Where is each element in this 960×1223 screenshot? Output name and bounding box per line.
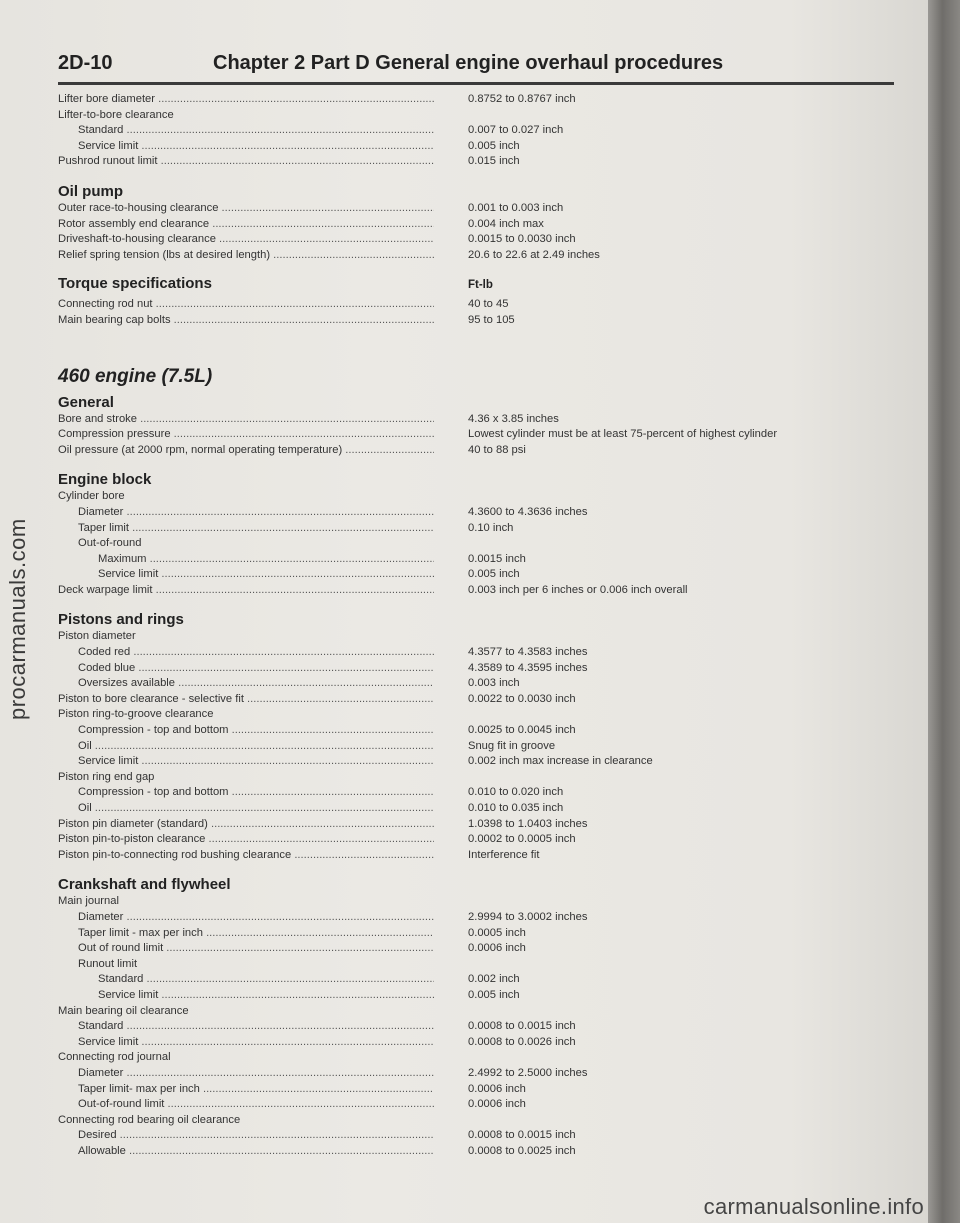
spec-label: Bore and stroke ..... [58,412,434,428]
spec-value: 0.0008 to 0.0026 inch [468,1035,576,1048]
spec-label: Compression pressure ..... [58,427,434,443]
spec-label: Standard ..... [58,972,434,988]
spec-label: Diameter ..... [58,910,434,926]
spec-row [58,1113,898,1129]
spec-value: 1.0398 to 1.0403 inches [468,817,588,830]
spec-value: Lowest cylinder must be at least 75-percent of highest cylinder [468,428,778,441]
spec-row [58,676,898,692]
spec-row [58,754,898,770]
spec-label: Runout limit [78,957,138,970]
spec-row [58,1035,898,1051]
spec-row [58,1144,898,1160]
spec-label: Taper limit - max per inch ..... [58,926,434,942]
spec-row [58,443,898,459]
spec-label: Diameter ..... [58,505,434,521]
spec-label: Service limit ..... [58,139,434,155]
chapter-title: Chapter 2 Part D General engine overhaul procedures [213,52,724,74]
spec-value: 0.0006 inch [468,942,526,955]
spec-label: Service limit ..... [58,1035,434,1051]
spec-row [58,1004,898,1020]
oil-pump-specs [58,201,898,263]
spec-label: Connecting rod journal [58,1051,171,1064]
section-heading-crankshaft: Crankshaft and flywheel [58,876,231,894]
torque-specs [58,297,898,328]
spec-value: 0.005 inch [468,568,520,581]
spec-label: Piston diameter [58,630,136,643]
spec-label: Allowable ..... [58,1144,434,1160]
spec-value: 0.002 inch [468,973,520,986]
spec-label: Outer race-to-housing clearance ..... [58,201,434,217]
spec-value: 0.0002 to 0.0005 inch [468,833,576,846]
spec-label: Rotor assembly end clearance ..... [58,217,434,233]
spec-label: Coded red ..... [58,645,434,661]
spec-row [58,957,898,973]
spec-label: Main bearing cap bolts ..... [58,313,434,329]
spec-value: 0.0006 inch [468,1098,526,1111]
spec-row [58,926,898,942]
spec-value: Interference fit [468,848,540,861]
spec-row [58,972,898,988]
spec-label: Cylinder bore [58,490,125,503]
spec-row [58,1097,898,1113]
spec-row [58,832,898,848]
spec-label: Pushrod runout limit ..... [58,154,434,170]
spec-label: Deck warpage limit ..... [58,583,434,599]
spec-label: Coded blue ..... [58,661,434,677]
engine-block-specs [58,489,898,598]
spec-value: 0.005 inch [468,139,520,152]
bottom-watermark: carmanualsonline.info [703,1194,924,1219]
spec-label: Piston ring end gap [58,770,155,783]
spec-value: 0.0005 inch [468,926,526,939]
spec-label: Oil pressure (at 2000 rpm, normal operating temperature) ..... [58,443,434,459]
crankshaft-specs [58,894,898,1159]
spec-row [58,645,898,661]
spec-label: Service limit ..... [58,754,434,770]
spec-content [58,92,898,1159]
torque-heading-text: Torque specifications [58,275,212,293]
page-number: 2D-10 [58,52,113,74]
spec-row [58,217,898,233]
section-heading-torque [58,274,898,293]
spec-row [58,723,898,739]
spec-label: Main bearing oil clearance [58,1004,189,1017]
spec-value: 20.6 to 22.6 at 2.49 inches [468,248,600,261]
spec-row [58,313,898,329]
spec-row [58,910,898,926]
spec-row [58,297,898,313]
spec-row [58,1050,898,1066]
spec-value: 40 to 45 [468,298,509,311]
spec-label: Compression - top and bottom ..... [58,723,434,739]
spec-value: 40 to 88 psi [468,443,526,456]
spec-label: Service limit ..... [58,988,434,1004]
spec-row [58,848,898,864]
spec-value: 0.0008 to 0.0015 inch [468,1020,576,1033]
pistons-specs [58,629,898,863]
spec-label: Piston to bore clearance - selective fit ..... [58,692,434,708]
spec-label: Lifter bore diameter ..... [58,92,434,108]
spec-label: Compression - top and bottom ..... [58,785,434,801]
spec-value: 0.0008 to 0.0025 inch [468,1144,576,1157]
spec-label: Piston pin-to-connecting rod bushing clearance ..... [58,848,434,864]
spec-label: Taper limit- max per inch ..... [58,1082,434,1098]
spec-row [58,692,898,708]
spec-label: Maximum ..... [58,552,434,568]
section-heading-oil-pump: Oil pump [58,182,123,200]
spec-row [58,505,898,521]
spec-value: 2.9994 to 3.0002 inches [468,910,588,923]
spec-value: 0.0015 inch [468,552,526,565]
spec-row [58,108,898,124]
spec-value: 4.3600 to 4.3636 inches [468,505,588,518]
spec-row [58,248,898,264]
spec-value: 4.3577 to 4.3583 inches [468,646,588,659]
spec-row [58,427,898,443]
spec-label: Out of round limit ..... [58,941,434,957]
spec-row [58,988,898,1004]
page-header [58,52,894,85]
spec-row [58,154,898,170]
spec-value: 0.010 to 0.020 inch [468,786,564,799]
engine-title: 460 engine (7.5L) [58,365,213,387]
spec-value: 0.8752 to 0.8767 inch [468,93,576,105]
general-specs [58,412,898,459]
spec-label: Connecting rod bearing oil clearance [58,1113,241,1126]
spec-value: 0.004 inch max [468,217,544,230]
spec-value: 2.4992 to 2.5000 inches [468,1066,588,1079]
spec-value: 0.010 to 0.035 inch [468,802,564,814]
section-heading-pistons: Pistons and rings [58,611,184,629]
spec-row [58,1019,898,1035]
spec-label: Service limit ..... [58,567,434,583]
spec-label: Oil ..... [58,739,434,755]
spec-value: 0.002 inch max increase in clearance [468,755,653,768]
spec-row [58,707,898,723]
spec-row [58,412,898,428]
spec-label: Diameter ..... [58,1066,434,1082]
spec-row [58,583,898,599]
spec-row [58,785,898,801]
spec-value: 0.0022 to 0.0030 inch [468,692,576,705]
spec-value: 4.3589 to 4.3595 inches [468,661,588,674]
spec-row [58,770,898,786]
spec-value: 0.015 inch [468,155,520,168]
spec-label: Taper limit ..... [58,521,434,537]
spec-label: Piston pin diameter (standard) ..... [58,817,434,833]
spec-row [58,1066,898,1082]
spec-row [58,629,898,645]
section-heading-engine-block: Engine block [58,471,152,489]
spec-label: Main journal [58,895,119,908]
spec-row [58,1082,898,1098]
spec-label: Relief spring tension (lbs at desired length) ..... [58,248,434,264]
spec-label: Lifter-to-bore clearance [58,108,174,121]
torque-unit: Ft-lb [468,279,493,292]
spec-row [58,92,898,108]
book-binding-edge [928,0,960,1223]
spec-row [58,567,898,583]
spec-value: 0.003 inch [468,677,520,690]
spec-row [58,201,898,217]
section-heading-general: General [58,393,114,411]
spec-value: 0.001 to 0.003 inch [468,201,564,214]
spec-label: Standard ..... [58,123,434,139]
spec-value: 0.0025 to 0.0045 inch [468,724,576,737]
spec-label: Driveshaft-to-housing clearance ..... [58,232,434,248]
spec-label: Connecting rod nut ..... [58,297,434,313]
spec-label: Out-of-round [78,537,142,550]
spec-row [58,139,898,155]
spec-row [58,801,898,817]
spec-row [58,123,898,139]
spec-row [58,489,898,505]
spec-row [58,1128,898,1144]
lifter-specs [58,92,898,170]
side-watermark: procarmanuals.com [5,518,30,720]
spec-label: Standard ..... [58,1019,434,1035]
spec-row [58,232,898,248]
spec-row [58,739,898,755]
spec-value: 0.0015 to 0.0030 inch [468,233,576,246]
spec-value: 4.36 x 3.85 inches [468,412,559,425]
spec-value: 0.007 to 0.027 inch [468,124,564,137]
spec-row [58,941,898,957]
spec-row [58,894,898,910]
spec-label: Piston ring-to-groove clearance [58,708,214,721]
spec-row [58,661,898,677]
spec-label: Out-of-round limit ..... [58,1097,434,1113]
spec-value: 95 to 105 [468,313,515,326]
spec-label: Piston pin-to-piston clearance ..... [58,832,434,848]
spec-row [58,552,898,568]
spec-value: 0.003 inch per 6 inches or 0.006 inch overall [468,583,688,596]
spec-label: Oil ..... [58,801,434,817]
spec-value: 0.005 inch [468,988,520,1001]
spec-row [58,536,898,552]
spec-row [58,521,898,537]
spec-value: 0.0006 inch [468,1082,526,1095]
spec-value: 0.10 inch [468,521,514,534]
spec-value: Snug fit in groove [468,739,556,752]
spec-row [58,817,898,833]
spec-label: Oversizes available ..... [58,676,434,692]
spec-label: Desired ..... [58,1128,434,1144]
spec-value: 0.0008 to 0.0015 inch [468,1129,576,1142]
